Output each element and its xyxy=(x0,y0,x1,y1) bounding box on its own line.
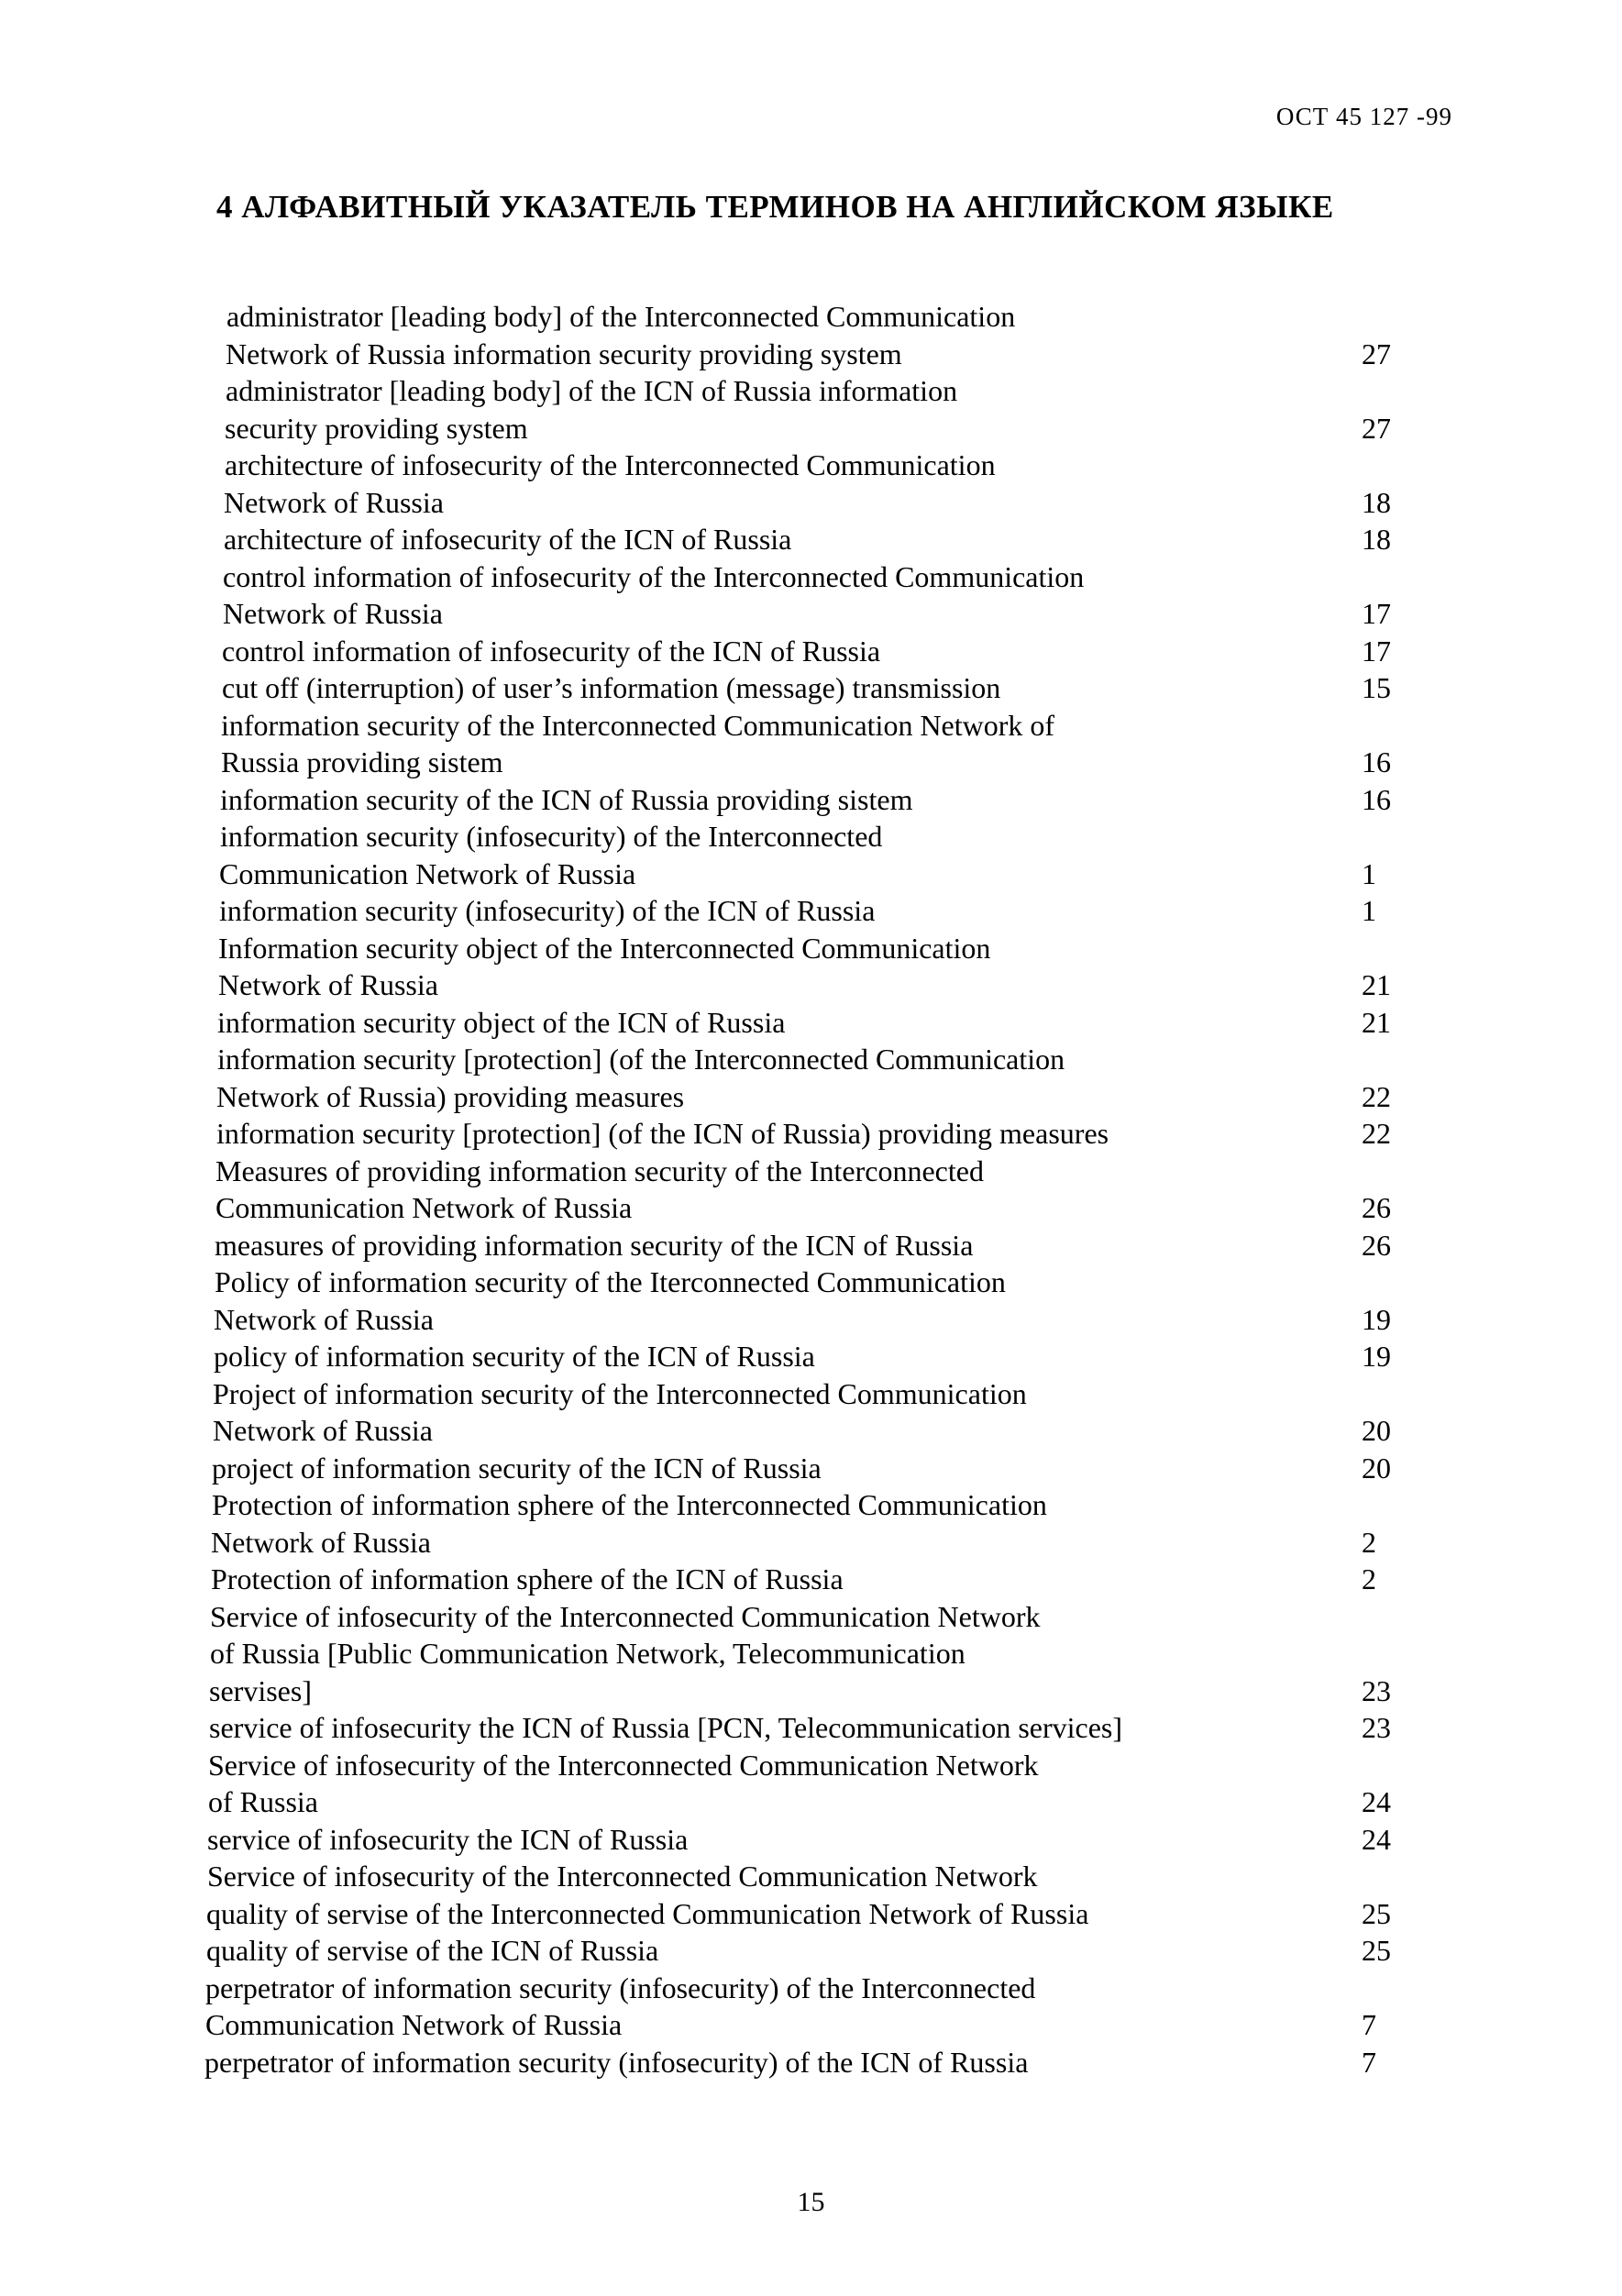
index-entry xyxy=(0,1338,1622,1375)
index-entry xyxy=(0,1821,1622,1859)
index-term-text: Network of Russia) providing measures xyxy=(216,1079,685,1113)
index-entry-line xyxy=(0,1264,1622,1301)
index-term-number: 17 xyxy=(1362,634,1391,668)
index-entry-line xyxy=(0,1635,1622,1672)
index-entry-line xyxy=(0,1747,1622,1784)
index-term-text: quality of servise of the ICN of Russia xyxy=(206,1934,659,1967)
index-entry xyxy=(0,372,1622,447)
index-entry xyxy=(0,633,1622,670)
index-term-number: 22 xyxy=(1362,1079,1391,1113)
index-entry-line xyxy=(0,1561,1622,1598)
index-entry xyxy=(0,1598,1622,1710)
index-entry-line xyxy=(0,855,1622,893)
index-entry-line xyxy=(0,818,1622,855)
index-entry xyxy=(0,1895,1622,1933)
index-term-text: Protection of information sphere of the Interconnected Communication xyxy=(212,1488,1047,1521)
index-term-text: Network of Russia xyxy=(224,485,444,519)
index-entry xyxy=(0,930,1622,1004)
index-term-number: 16 xyxy=(1362,745,1391,778)
index-entry xyxy=(0,1486,1622,1561)
index-term-text: Communication Network of Russia xyxy=(205,2008,623,2041)
index-term-text: service of infosecurity the ICN of Russia xyxy=(207,1822,689,1856)
index-term-text: Network of Russia information security providing system xyxy=(226,337,902,370)
index-entry xyxy=(0,558,1622,633)
index-term-number: 22 xyxy=(1362,1117,1391,1150)
index-term-text: information security of the ICN of Russia providing sistem xyxy=(220,782,913,816)
index-term-number: 18 xyxy=(1362,523,1391,556)
index-entry-line xyxy=(0,2044,1622,2081)
index-term-number: 25 xyxy=(1362,1934,1391,1967)
index-entry xyxy=(0,707,1622,781)
index-term-text: Communication Network of Russia xyxy=(219,856,636,890)
index-term-number: 18 xyxy=(1362,485,1391,519)
index-term-text: policy of information security of the ICN of Russia xyxy=(214,1340,815,1373)
index-entry xyxy=(0,298,1622,372)
index-entry xyxy=(0,1932,1622,1970)
section-title: 4 АЛФАВИТНЫЙ УКАЗАТЕЛЬ ТЕРМИНОВ НА АНГЛИЙСКОМ ЯЗЫКЕ xyxy=(216,189,1334,225)
index-entry xyxy=(0,2044,1622,2081)
index-term-text: Policy of information security of the Iterconnected Communication xyxy=(215,1265,1006,1298)
index-entry-line xyxy=(0,1524,1622,1562)
index-entry xyxy=(0,1970,1622,2044)
index-entry-line xyxy=(0,558,1622,596)
index-term-number: 2 xyxy=(1362,1562,1376,1595)
index-term-number: 25 xyxy=(1362,1896,1391,1930)
index-term-number: 15 xyxy=(1362,671,1391,704)
index-term-number: 21 xyxy=(1362,1005,1391,1039)
index-term-text: Network of Russia xyxy=(223,597,443,630)
index-term-text: information security [protection] (of the Interconnected Communication xyxy=(217,1043,1065,1076)
index-term-text: control information of infosecurity of the Interconnected Communication xyxy=(223,559,1085,593)
index-term-text: perpetrator of information security (infosecurity) of the Interconnected xyxy=(205,1970,1036,2004)
index-entry xyxy=(0,1227,1622,1264)
index-entry xyxy=(0,669,1622,707)
index-term-text: Service of infosecurity of the Interconnected Communication Network xyxy=(207,1860,1038,1893)
index-term-number: 27 xyxy=(1362,337,1391,370)
index-term-text: Russia providing sistem xyxy=(221,745,503,778)
page-number: 15 xyxy=(797,2187,825,2217)
index-term-text: project of information security of the ICN of Russia xyxy=(212,1451,822,1485)
index-term-text: servises] xyxy=(209,1673,312,1707)
index-term-text: Network of Russia xyxy=(214,1302,434,1336)
index-entry xyxy=(0,1858,1622,1895)
index-term-text: administrator [leading body] of the ICN of Russia information xyxy=(226,374,958,407)
index-entry-line xyxy=(0,892,1622,930)
index-entry-line xyxy=(0,1970,1622,2007)
index-term-text: information security of the Interconnected Communication Network of xyxy=(221,708,1055,742)
index-term-text: Protection of information sphere of the ICN of Russia xyxy=(211,1562,844,1595)
index-entry xyxy=(0,1264,1622,1338)
index-term-text: control information of infosecurity of the ICN of Russia xyxy=(222,634,881,668)
index-entry-line xyxy=(0,2006,1622,2044)
index-term-text: Network of Russia xyxy=(218,968,438,1001)
index-entry xyxy=(0,1153,1622,1227)
index-entry xyxy=(0,781,1622,819)
index-term-number: 23 xyxy=(1362,1711,1391,1744)
index-term-number: 17 xyxy=(1362,597,1391,630)
index-entry xyxy=(0,1450,1622,1487)
index-term-number: 20 xyxy=(1362,1451,1391,1485)
index-term-text: Network of Russia xyxy=(213,1414,433,1447)
index-term-text: information security (infosecurity) of the ICN of Russia xyxy=(219,894,876,927)
index-entry xyxy=(0,1041,1622,1115)
index-term-text: Network of Russia xyxy=(211,1525,431,1559)
index-entry xyxy=(0,447,1622,521)
index-entry xyxy=(0,1747,1622,1821)
index-entry xyxy=(0,892,1622,930)
index-term-text: measures of providing information security of the ICN of Russia xyxy=(215,1228,974,1262)
index-term-text: information security [protection] (of the ICN of Russia) providing measures xyxy=(216,1117,1109,1150)
index-entry-line xyxy=(0,1041,1622,1078)
index-term-text: perpetrator of information security (infosecurity) of the ICN of Russia xyxy=(204,2045,1029,2079)
index-term-number: 24 xyxy=(1362,1822,1391,1856)
index-term-number: 19 xyxy=(1362,1302,1391,1336)
index-entry xyxy=(0,1709,1622,1747)
index-term-number: 19 xyxy=(1362,1340,1391,1373)
index-entry-line xyxy=(0,1486,1622,1524)
index-entry-line xyxy=(0,1858,1622,1895)
index-term-text: Project of information security of the Interconnected Communication xyxy=(213,1376,1027,1410)
index-term-number: 21 xyxy=(1362,968,1391,1001)
index-term-number: 1 xyxy=(1362,894,1376,927)
index-entry xyxy=(0,1375,1622,1450)
index-term-number: 24 xyxy=(1362,1785,1391,1818)
index-term-text: service of infosecurity the ICN of Russia [PCN, Telecommunication services] xyxy=(209,1711,1123,1744)
index-term-number: 7 xyxy=(1362,2045,1376,2079)
index-entry xyxy=(0,521,1622,558)
index-entry-line xyxy=(0,1375,1622,1413)
index-entry xyxy=(0,1561,1622,1598)
index-term-text: cut off (interruption) of user’s information (message) transmission xyxy=(222,671,1001,704)
index-term-number: 27 xyxy=(1362,411,1391,445)
index-entry-line xyxy=(0,1598,1622,1636)
index-term-number: 26 xyxy=(1362,1191,1391,1224)
index-term-text: quality of servise of the Interconnected Communication Network of Russia xyxy=(206,1896,1089,1930)
index-entry-line xyxy=(0,707,1622,745)
index-entry-line xyxy=(0,372,1622,410)
index-term-text: security providing system xyxy=(225,411,528,445)
index-term-number: 26 xyxy=(1362,1228,1391,1262)
index-term-text: Communication Network of Russia xyxy=(215,1191,633,1224)
index-term-number: 23 xyxy=(1362,1673,1391,1707)
index-term-number: 20 xyxy=(1362,1414,1391,1447)
index-entry-line xyxy=(0,1153,1622,1190)
index-term-text: information security (infosecurity) of the Interconnected xyxy=(220,820,883,853)
index-term-text: of Russia xyxy=(208,1785,318,1818)
index-term-text: Service of infosecurity of the Interconnected Communication Network xyxy=(208,1748,1039,1782)
index-term-number: 16 xyxy=(1362,782,1391,816)
index-term-text: Information security object of the Interconnected Communication xyxy=(218,931,991,965)
index-term-text: architecture of infosecurity of the ICN of Russia xyxy=(224,523,792,556)
index-entry-line xyxy=(0,298,1622,336)
index-term-text: Measures of providing information security of the Interconnected xyxy=(215,1154,984,1187)
index-term-number: 2 xyxy=(1362,1525,1376,1559)
index-term-text: information security object of the ICN of Russia xyxy=(217,1005,786,1039)
index-entry xyxy=(0,1004,1622,1042)
index-term-text: architecture of infosecurity of the Interconnected Communication xyxy=(225,448,996,481)
document-code: ОСТ 45 127 -99 xyxy=(1275,103,1452,130)
index-entry xyxy=(0,1115,1622,1153)
term-index xyxy=(0,298,1622,2081)
index-term-text: administrator [leading body] of the Interconnected Communication xyxy=(226,300,1016,333)
index-term-text: Service of infosecurity of the Interconnected Communication Network xyxy=(210,1599,1041,1633)
index-entry-line xyxy=(0,447,1622,484)
index-term-text: of Russia [Public Communication Network, Telecommunication xyxy=(210,1637,965,1670)
index-entry xyxy=(0,818,1622,892)
index-term-number: 7 xyxy=(1362,2008,1376,2041)
index-entry-line xyxy=(0,930,1622,967)
index-term-number: 1 xyxy=(1362,856,1376,890)
